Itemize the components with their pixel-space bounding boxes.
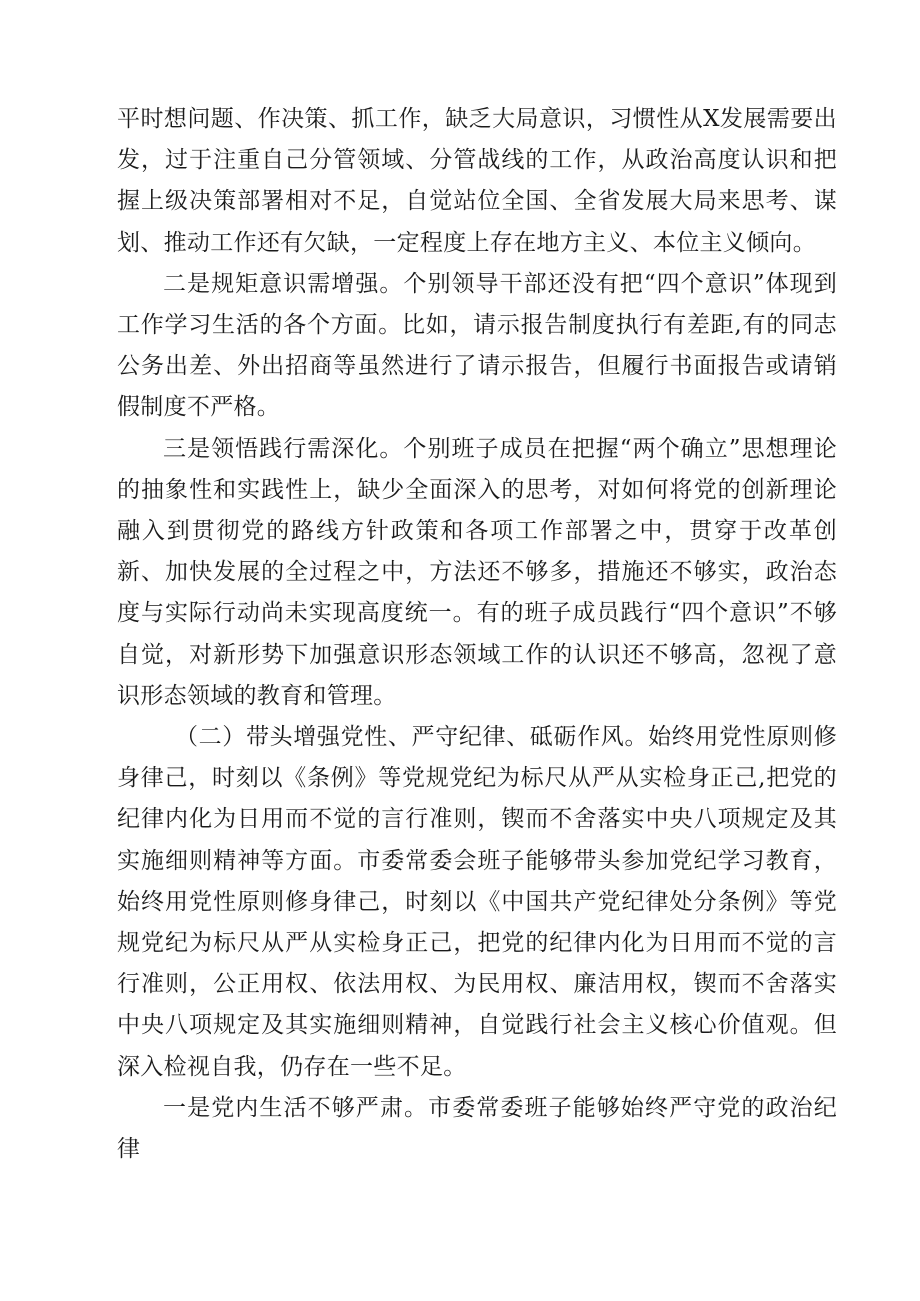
paragraph-comprehension-practice: 三是领悟践行需深化。个别班子成员在把握“两个确立”思想理论的抽象性和实践性上，缺少全面深入的思考，对如何将党的创新理论融入到贯彻党的路线方针政策和各项工作部署之中，贯穿于改革创新、加快发展的全过程之中，方法还不够多，措施还不够实，政治态度与实际行动尚未实现高度统一。有的班子成员践行“四个意识”不够自觉，对新形势下加强意识形态领域工作的认识还不够高，忽视了意识形态领域的教育和管理。: [117, 435, 837, 709]
paragraph-continuation: 平时想问题、作决策、抓工作，缺乏大局意识，习惯性从X发展需要出发，过于注重自己分管领域、分管战线的工作，从政治高度认识和把握上级决策部署相对不足，自觉站位全国、全省发展大局来思考、谋划、推动工作还有欠缺，一定程度上存在地方主义、本位主义倾向。: [117, 106, 837, 256]
document-body: [117, 99, 837, 1170]
paragraph-rules-awareness: 二是规矩意识需增强。个别领导干部还没有把“四个意识”体现到工作学习生活的各个方面。比如，请示报告制度执行有差距,有的同志公务出差、外出招商等虽然进行了请示报告，但履行书面报告或请销假制度不严格。: [117, 270, 837, 421]
paragraph-party-life: 一是党内生活不够严肃。市委常委班子能够始终严守党的政治纪律: [117, 1094, 837, 1163]
paragraph-section-two-heading: （二）带头增强党性、严守纪律、砥砺作风。始终用党性原则修身律己，时刻以《条例》等党规党纪为标尺从严从实检身正己,把党的纪律内化为日用而不觉的言行准则，锲而不舍落实中央八项规定及其实施细则精神等方面。市委常委会班子能够带头参加党纪学习教育，始终用党性原则修身律己，时刻以《中国共产党纪律处分条例》等党规党纪为标尺从严从实检身正己，把党的纪律内化为日用而不觉的言行准则，公正用权、依法用权、为民用权、廉洁用权，锲而不舍落实中央八项规定及其实施细则精神，自觉践行社会主义核心价值观。但深入检视自我，仍存在一些不足。: [117, 724, 837, 1080]
